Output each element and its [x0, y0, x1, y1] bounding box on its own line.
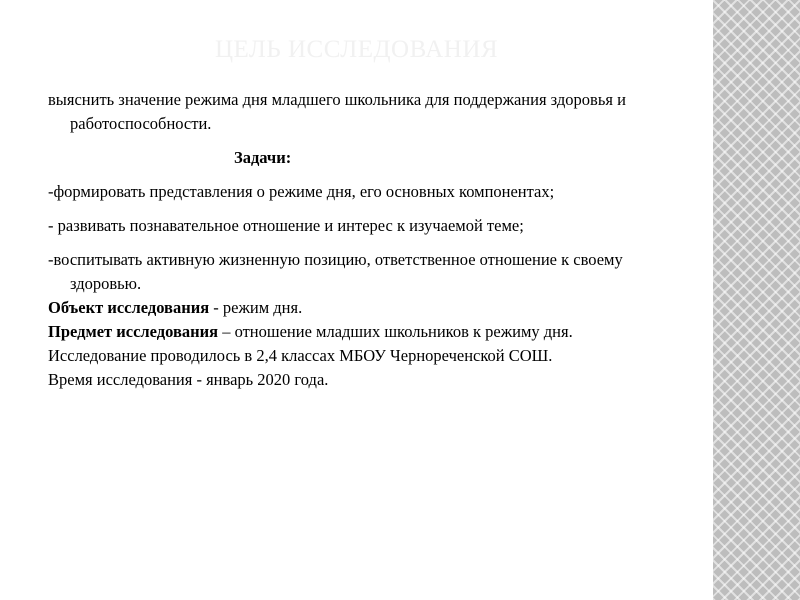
research-place: Исследование проводилось в 2,4 классах МБОУ Чернореченской СОШ. — [48, 346, 553, 365]
research-object-label: Объект исследования — [48, 298, 210, 317]
research-time: Время исследования - январь 2020 года. — [48, 370, 329, 389]
task-item-1: -формировать представления о режиме дня, его основных компонентах; — [48, 182, 555, 201]
slide-content — [48, 88, 688, 392]
research-object-text: - режим дня. — [209, 298, 303, 317]
research-subject — [48, 320, 688, 344]
task-item-2: - развивать познавательное отношение и интерес к изучаемой теме; — [48, 216, 524, 235]
slide-title: ЦЕЛЬ ИССЛЕДОВАНИЯ — [214, 36, 499, 63]
research-goal: выяснить значение режима дня младшего школьника для поддержания здоровья и работоспособности. — [48, 90, 626, 133]
research-subject-label: Предмет исследования — [48, 322, 219, 341]
tasks-heading: Задачи: — [234, 148, 292, 167]
research-object — [48, 296, 688, 320]
decorative-side-band — [713, 0, 800, 600]
research-subject-text: – отношение младших школьников к режиму дня. — [218, 322, 573, 341]
task-item-3: -воспитывать активную жизненную позицию, ответственное отношение к своему здоровью. — [48, 250, 623, 293]
